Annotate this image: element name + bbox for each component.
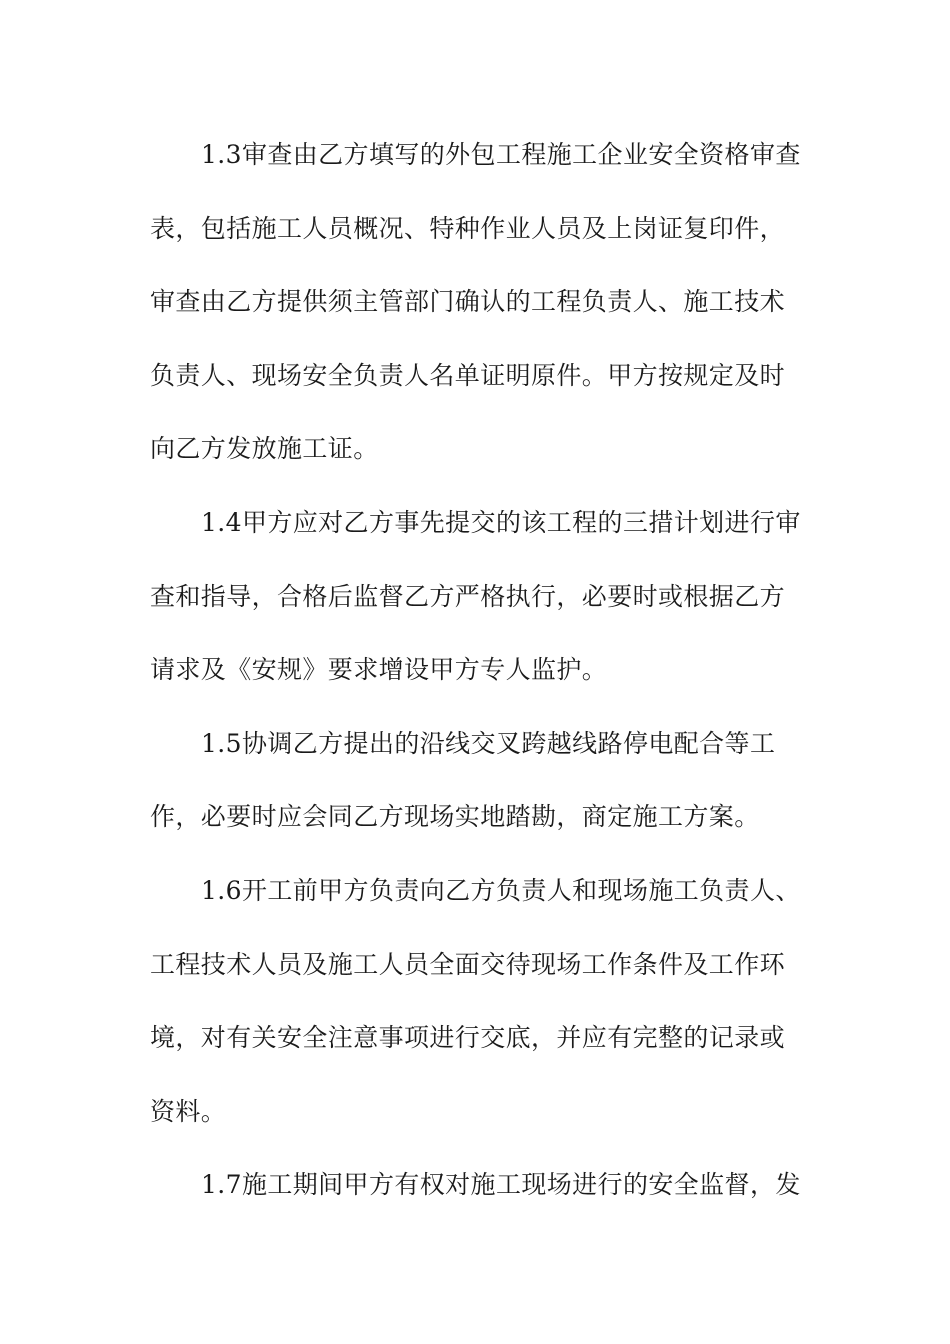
- text-line: 作，必要时应会同乙方现场实地踏勘，商定施工方案。: [150, 802, 760, 832]
- text-line: 查和指导，合格后监督乙方严格执行，必要时或根据乙方: [150, 581, 786, 611]
- text-line: 负责人、现场安全负责人名单证明原件。甲方按规定及时: [150, 360, 786, 390]
- text-line: 1.3审查由乙方填写的外包工程施工企业安全资格审查: [201, 140, 801, 169]
- text-line: 工程技术人员及施工人员全面交待现场工作条件及工作环: [150, 949, 786, 979]
- text-line: 境，对有关安全注意事项进行交底，并应有完整的记录或: [150, 1023, 786, 1053]
- text-line: 表，包括施工人员概况、特种作业人员及上岗证复印件，: [150, 213, 786, 243]
- text-line: 向乙方发放施工证。: [150, 434, 379, 464]
- paragraph-1-7: [150, 1148, 810, 1222]
- text-line: 1.7施工期间甲方有权对施工现场进行的安全监督，发: [201, 1170, 801, 1200]
- text-line: 请求及《安规》要求增设甲方专人监护。: [150, 655, 608, 685]
- text-line: 1.6开工前甲方负责向乙方负责人和现场施工负责人、: [201, 875, 801, 905]
- paragraph-1-4: [150, 486, 810, 707]
- paragraph-1-3: [150, 118, 810, 486]
- text-line: 1.5协调乙方提出的沿线交叉跨越线路停电配合等工: [201, 728, 776, 758]
- paragraph-1-6: [150, 854, 810, 1148]
- text-line: 审查由乙方提供须主管部门确认的工程负责人、施工技术: [150, 287, 786, 317]
- document-body: [150, 118, 810, 1222]
- text-line: 资料。: [150, 1096, 227, 1126]
- paragraph-1-5: [150, 707, 810, 854]
- text-line: 1.4甲方应对乙方事先提交的该工程的三措计划进行审: [201, 507, 801, 537]
